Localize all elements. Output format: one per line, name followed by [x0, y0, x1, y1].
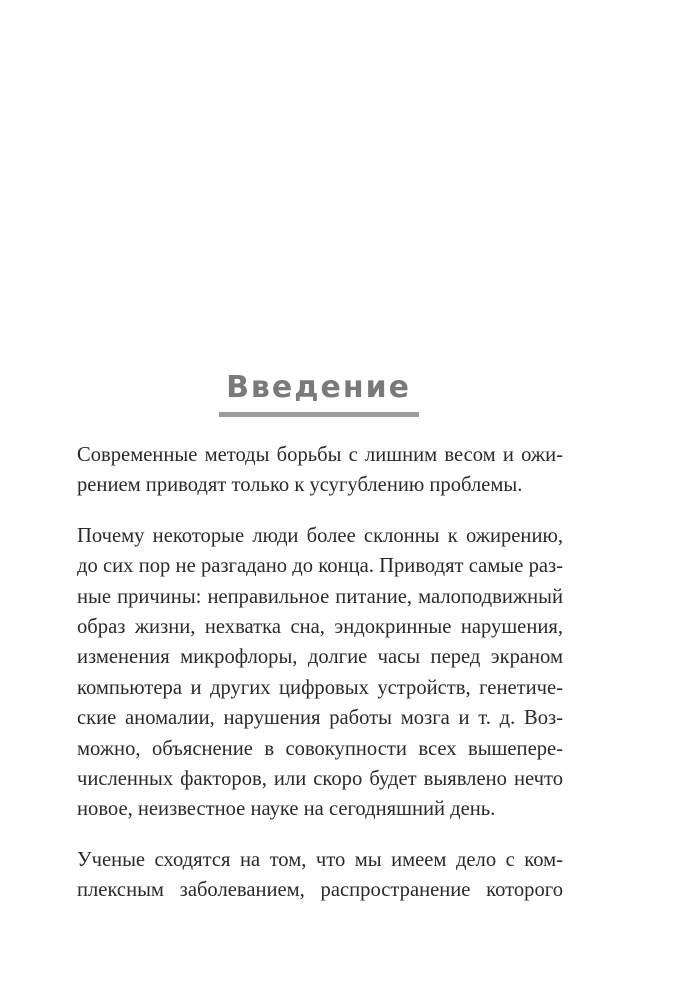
paragraph-gap — [77, 825, 563, 845]
text-line: Современные методы борьбы с лишним весом и ожи- — [77, 444, 563, 466]
paragraph-3 — [77, 845, 563, 906]
text-line: образ жизни, нехватка сна, эндокринные нарушения, — [77, 615, 563, 638]
text-line: изменения микрофлоры, долгие часы перед экраном — [77, 646, 563, 669]
text-line: ные причины: неправильное питание, малоподвижный — [77, 585, 563, 608]
text-line: численных факторов, или скоро будет выявлено нечто — [77, 767, 563, 790]
text-line: Почему некоторые люди более склонны к ожирению, — [77, 524, 563, 547]
paragraph-gap — [77, 501, 563, 521]
text-line: до сих пор не разгадано до конца. Приводят самые раз- — [77, 555, 563, 578]
body-text — [77, 440, 563, 905]
chapter-title: Введение — [226, 370, 411, 405]
text-line: компьютера и других цифровых устройств, генетиче- — [77, 676, 563, 699]
text-line: плексным заболеванием, распространение которого — [77, 879, 563, 902]
text-line: Ученые сходятся на том, что мы имеем дело с ком- — [77, 848, 563, 871]
title-underline — [219, 412, 419, 417]
text-line: рением приводят только к усугублению проблемы. — [77, 474, 523, 497]
text-line: можно, объяснение в совокупности всех вышепере- — [77, 737, 563, 760]
text-line: ские аномалии, нарушения работы мозга и т. д. Воз- — [77, 707, 563, 730]
text-line: новое, неизвестное науке на сегодняшний день. — [77, 798, 496, 821]
paragraph-1 — [77, 440, 563, 501]
paragraph-2 — [77, 521, 563, 825]
